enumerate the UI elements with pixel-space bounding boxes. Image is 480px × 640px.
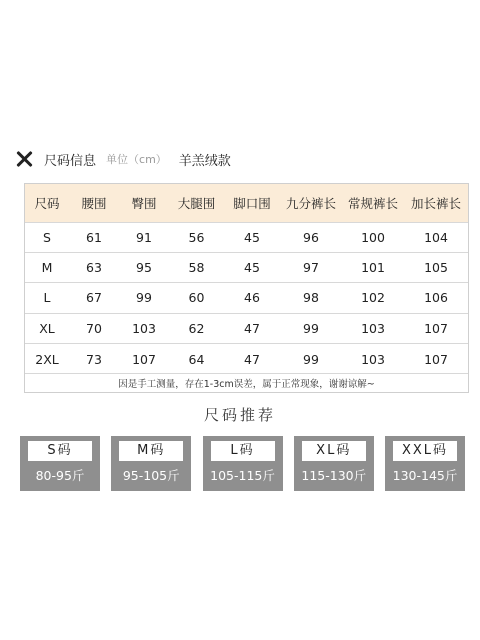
table-cell: 107 (132, 351, 156, 367)
table-cell: 107 (424, 320, 448, 336)
table-cell: XL (39, 320, 55, 336)
table-cell: S (43, 229, 51, 245)
table-cell: 101 (361, 260, 385, 276)
table-cell: 103 (132, 320, 156, 336)
table-row (25, 222, 468, 252)
close-icon[interactable] (14, 149, 34, 169)
column-header: 加长裤长 (410, 195, 461, 211)
table-cell: 47 (244, 351, 260, 367)
size-card-s (20, 436, 100, 491)
table-cell: 91 (136, 229, 152, 245)
size-card-label: L码 (211, 441, 275, 461)
table-cell: 106 (424, 290, 448, 306)
size-recommendation-list (20, 436, 465, 491)
table-cell: 46 (244, 290, 260, 306)
table-cell: 96 (303, 229, 319, 245)
size-recommendation-title: 尺码推荐 (203, 406, 276, 424)
table-cell: 47 (244, 320, 260, 336)
table-cell: 99 (136, 290, 152, 306)
unit-label: 单位（cm） (106, 153, 167, 166)
table-cell: 61 (86, 229, 102, 245)
table-cell: 45 (244, 260, 260, 276)
size-card-xxl (385, 436, 465, 491)
size-card-weight: 80-95斤 (35, 468, 85, 483)
table-row (25, 344, 468, 374)
table-cell: 99 (303, 320, 319, 336)
table-cell: L (43, 290, 51, 306)
table-cell: 2XL (35, 351, 59, 367)
size-card-label: XXL码 (393, 441, 457, 461)
size-card-weight: 105-115斤 (210, 468, 275, 483)
measurement-note: 因是手工测量，存在1-3cm误差，属于正常现象，谢谢谅解~ (25, 373, 468, 392)
page-title: 尺码信息 (44, 153, 97, 169)
column-header: 臀围 (131, 195, 157, 211)
column-header: 腰围 (81, 195, 107, 211)
product-style-label: 羊羔绒款 (178, 153, 231, 169)
table-cell: 70 (86, 320, 102, 336)
table-cell: 104 (424, 229, 448, 245)
size-card-xl (294, 436, 374, 491)
table-cell: 98 (303, 290, 319, 306)
table-header-row (25, 184, 468, 222)
table-cell: 103 (361, 351, 385, 367)
table-cell: 64 (188, 351, 205, 367)
size-card-weight: 115-130斤 (301, 468, 367, 483)
size-card-l (203, 436, 283, 491)
table-cell: M (41, 260, 53, 276)
size-card-m (111, 436, 191, 491)
table-cell: 102 (361, 290, 385, 306)
column-header: 脚口围 (233, 195, 271, 211)
table-cell: 56 (188, 229, 205, 245)
table-cell: 97 (303, 260, 319, 276)
size-info-header (14, 147, 231, 171)
table-cell: 58 (188, 260, 205, 276)
size-card-label: S码 (28, 441, 92, 461)
table-cell: 100 (361, 229, 385, 245)
column-header: 尺码 (34, 195, 60, 211)
column-header: 大腿围 (177, 195, 216, 211)
table-cell: 67 (86, 290, 102, 306)
table-cell: 63 (86, 260, 102, 276)
table-cell: 45 (244, 229, 260, 245)
table-row (25, 252, 468, 282)
column-header: 常规裤长 (347, 195, 398, 211)
table-cell: 99 (303, 351, 319, 367)
table-row (25, 313, 468, 343)
size-card-weight: 95-105斤 (122, 468, 180, 483)
table-cell: 73 (86, 351, 102, 367)
size-card-label: M码 (119, 441, 183, 461)
size-table (24, 183, 469, 393)
size-card-label: XL码 (302, 441, 366, 461)
size-card-weight: 130-145斤 (392, 468, 458, 483)
table-cell: 107 (424, 351, 448, 367)
table-cell: 105 (424, 260, 448, 276)
table-cell: 62 (188, 320, 205, 336)
table-cell: 95 (136, 260, 152, 276)
table-cell: 103 (361, 320, 385, 336)
table-cell: 60 (188, 290, 205, 306)
table-row (25, 283, 468, 313)
column-header: 九分裤长 (285, 195, 336, 211)
